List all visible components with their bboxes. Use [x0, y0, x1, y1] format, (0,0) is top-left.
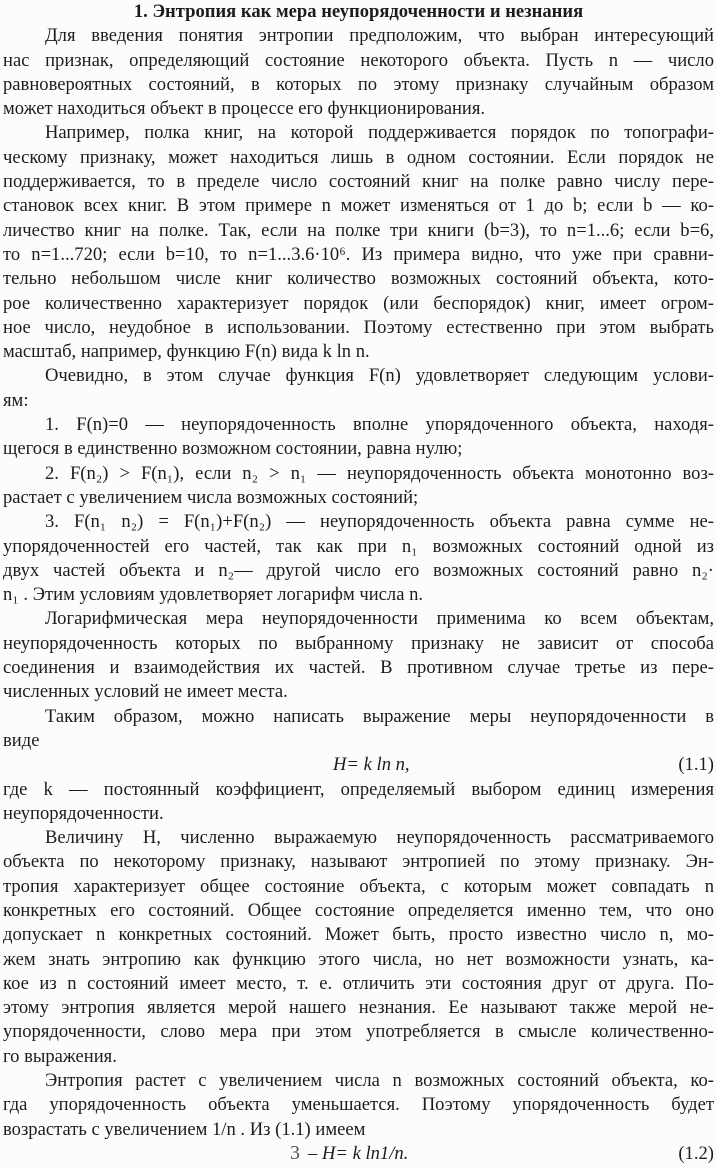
paragraph — [3, 24, 714, 121]
text-line: нас признак, определяющий состояние некоторого объекта. Пусть n — число — [3, 49, 714, 71]
text-line: поддерживается, то в пределе число состояний книг на полке равно числу пере- — [3, 171, 714, 193]
text-line: где k — постоянный коэффициент, определяемый выбором единиц измерения — [3, 778, 714, 800]
text-line: конкретных его состояний. Общее состояние определяется именно тем, что оно — [3, 899, 714, 921]
text-line: 1. F(n)=0 — неупорядоченность вполне упорядоченного объекта, находя- — [45, 414, 714, 436]
text-line: упорядоченности, слово мера при этом употребляется в смысле количественно- — [3, 1021, 714, 1043]
paragraph — [3, 826, 714, 1069]
paragraph — [3, 510, 714, 607]
text-line: личество книг на полке. Так, если на полке три книги (b=3), то n=1...6; если b=6, — [3, 219, 714, 241]
text-line: виде — [3, 729, 40, 751]
text-line: возрастать с увеличением 1/n . Из (1.1) имеем — [3, 1118, 366, 1140]
text-line: ческому признаку, может находиться лишь в одном состоянии. Если порядок не — [3, 146, 714, 168]
equation-number: (1.2) — [678, 1142, 714, 1164]
text-line: 3. F(n₁ n₂) = F(n₁)+F(n₂) — неупорядоченность объекта равна сумме не- — [45, 511, 714, 533]
text-line: жем знать энтропию как функцию этого числа, но нет возможности узнать, ка- — [3, 948, 714, 970]
paragraph — [3, 607, 714, 704]
text-line: кое из n состояний имеет место, т. е. отличить эти состояния друг от друга. По- — [3, 972, 714, 994]
text-line: этому энтропия является мерой нашего незнания. Ее называют также мерой не- — [3, 997, 714, 1019]
paragraph — [3, 413, 714, 462]
document-page — [3, 0, 714, 1166]
text-line: Логарифмическая мера неупорядоченности применима ко всем объектам, — [45, 608, 714, 630]
text-line: объекта по некоторому признаку, называют энтропией по этому признаку. Эн- — [3, 851, 714, 873]
paragraph — [3, 364, 714, 413]
equation-formula: H= k ln n, — [333, 754, 410, 776]
text-line: ям: — [3, 389, 29, 411]
page-number: 3 — [290, 1142, 300, 1164]
text-line: упорядоченностей его частей, так как при n₁ возможных состояний одной из — [3, 535, 714, 557]
text-line: тельно небольшом числе книг количество возможных состояний объекта, кото- — [3, 268, 714, 290]
document-body — [3, 24, 714, 1166]
text-line: тропия характеризует общее состояние объекта, с которым может совпадать n — [3, 875, 714, 897]
text-line: может находиться объект в процессе его функционирования. — [3, 98, 486, 120]
text-line: 2. F(n₂) > F(n₁), если n₂ > n₁ — неупорядоченность объекта монотонно воз- — [45, 462, 714, 484]
text-line: становок всех книг. В этом примере n может изменяться от 1 до b; если b — ко- — [3, 195, 714, 217]
text-line: n₁ . Этим условиям удовлетворяет логарифм числа n. — [3, 584, 424, 606]
text-line: гда упорядоченность объекта уменьшается. Поэтому упорядоченность будет — [3, 1094, 714, 1116]
text-line: Энтропия растет с увеличением числа n возможных состояний объекта, ко- — [45, 1070, 714, 1092]
paragraph — [3, 121, 714, 364]
text-line: неупорядоченности. — [3, 802, 164, 824]
text-line: допускает n конкретных состояний. Может быть, просто известно число n, мо- — [3, 924, 714, 946]
section-title: 1. Энтропия как мера неупорядоченности и незнания — [133, 1, 584, 22]
text-line: ное число, неудобное в использовании. Поэтому естественно при этом выбрать — [3, 316, 714, 338]
equation-formula: – H= k ln1/n. — [308, 1142, 409, 1164]
equation — [3, 753, 714, 777]
equation-number: (1.1) — [678, 754, 714, 776]
text-line: соединения и взаимодействия их частей. В противном случае третье из пере- — [3, 657, 714, 679]
text-line: Например, полка книг, на которой поддерживается порядок по топографи- — [45, 122, 714, 144]
paragraph — [3, 705, 714, 754]
text-line: равновероятных состояний, в которых по этому признаку случайным образом — [3, 73, 714, 95]
text-line: Величину H, численно выражаемую неупорядоченность рассматриваемого — [45, 827, 714, 849]
text-line: масштаб, например, функцию F(n) вида k ln n. — [3, 341, 370, 363]
paragraph — [3, 462, 714, 511]
text-line: го выражения. — [3, 1045, 117, 1067]
text-line: Таким образом, можно написать выражение меры неупорядоченности в — [45, 705, 714, 727]
text-line: неупорядоченность которых по выбранному признаку не зависит от способа — [3, 632, 714, 654]
text-line: двух частей объекта и n₂— другой число его возможных состояний равно n₂· — [3, 559, 714, 581]
text-line: щегося в единственно возможном состоянии, равна нулю; — [3, 438, 463, 460]
text-line: Для введения понятия энтропии предположим, что выбран интересующий — [45, 25, 714, 47]
text-line: рое количественно характеризует порядок (или беспорядок) книг, имеет огром- — [3, 292, 714, 314]
text-line: растает с увеличением числа возможных состояний; — [3, 486, 419, 508]
text-line: численных условий не имеет места. — [3, 681, 288, 703]
equation — [3, 1142, 714, 1166]
text-line: Очевидно, в этом случае функция F(n) удовлетворяет следующим услови- — [45, 365, 714, 387]
paragraph — [3, 1069, 714, 1142]
paragraph — [3, 778, 714, 827]
text-line: то n=1...720; если b=10, то n=1...3.6·10⁶. Из примера видно, что уже при сравни- — [3, 243, 714, 265]
